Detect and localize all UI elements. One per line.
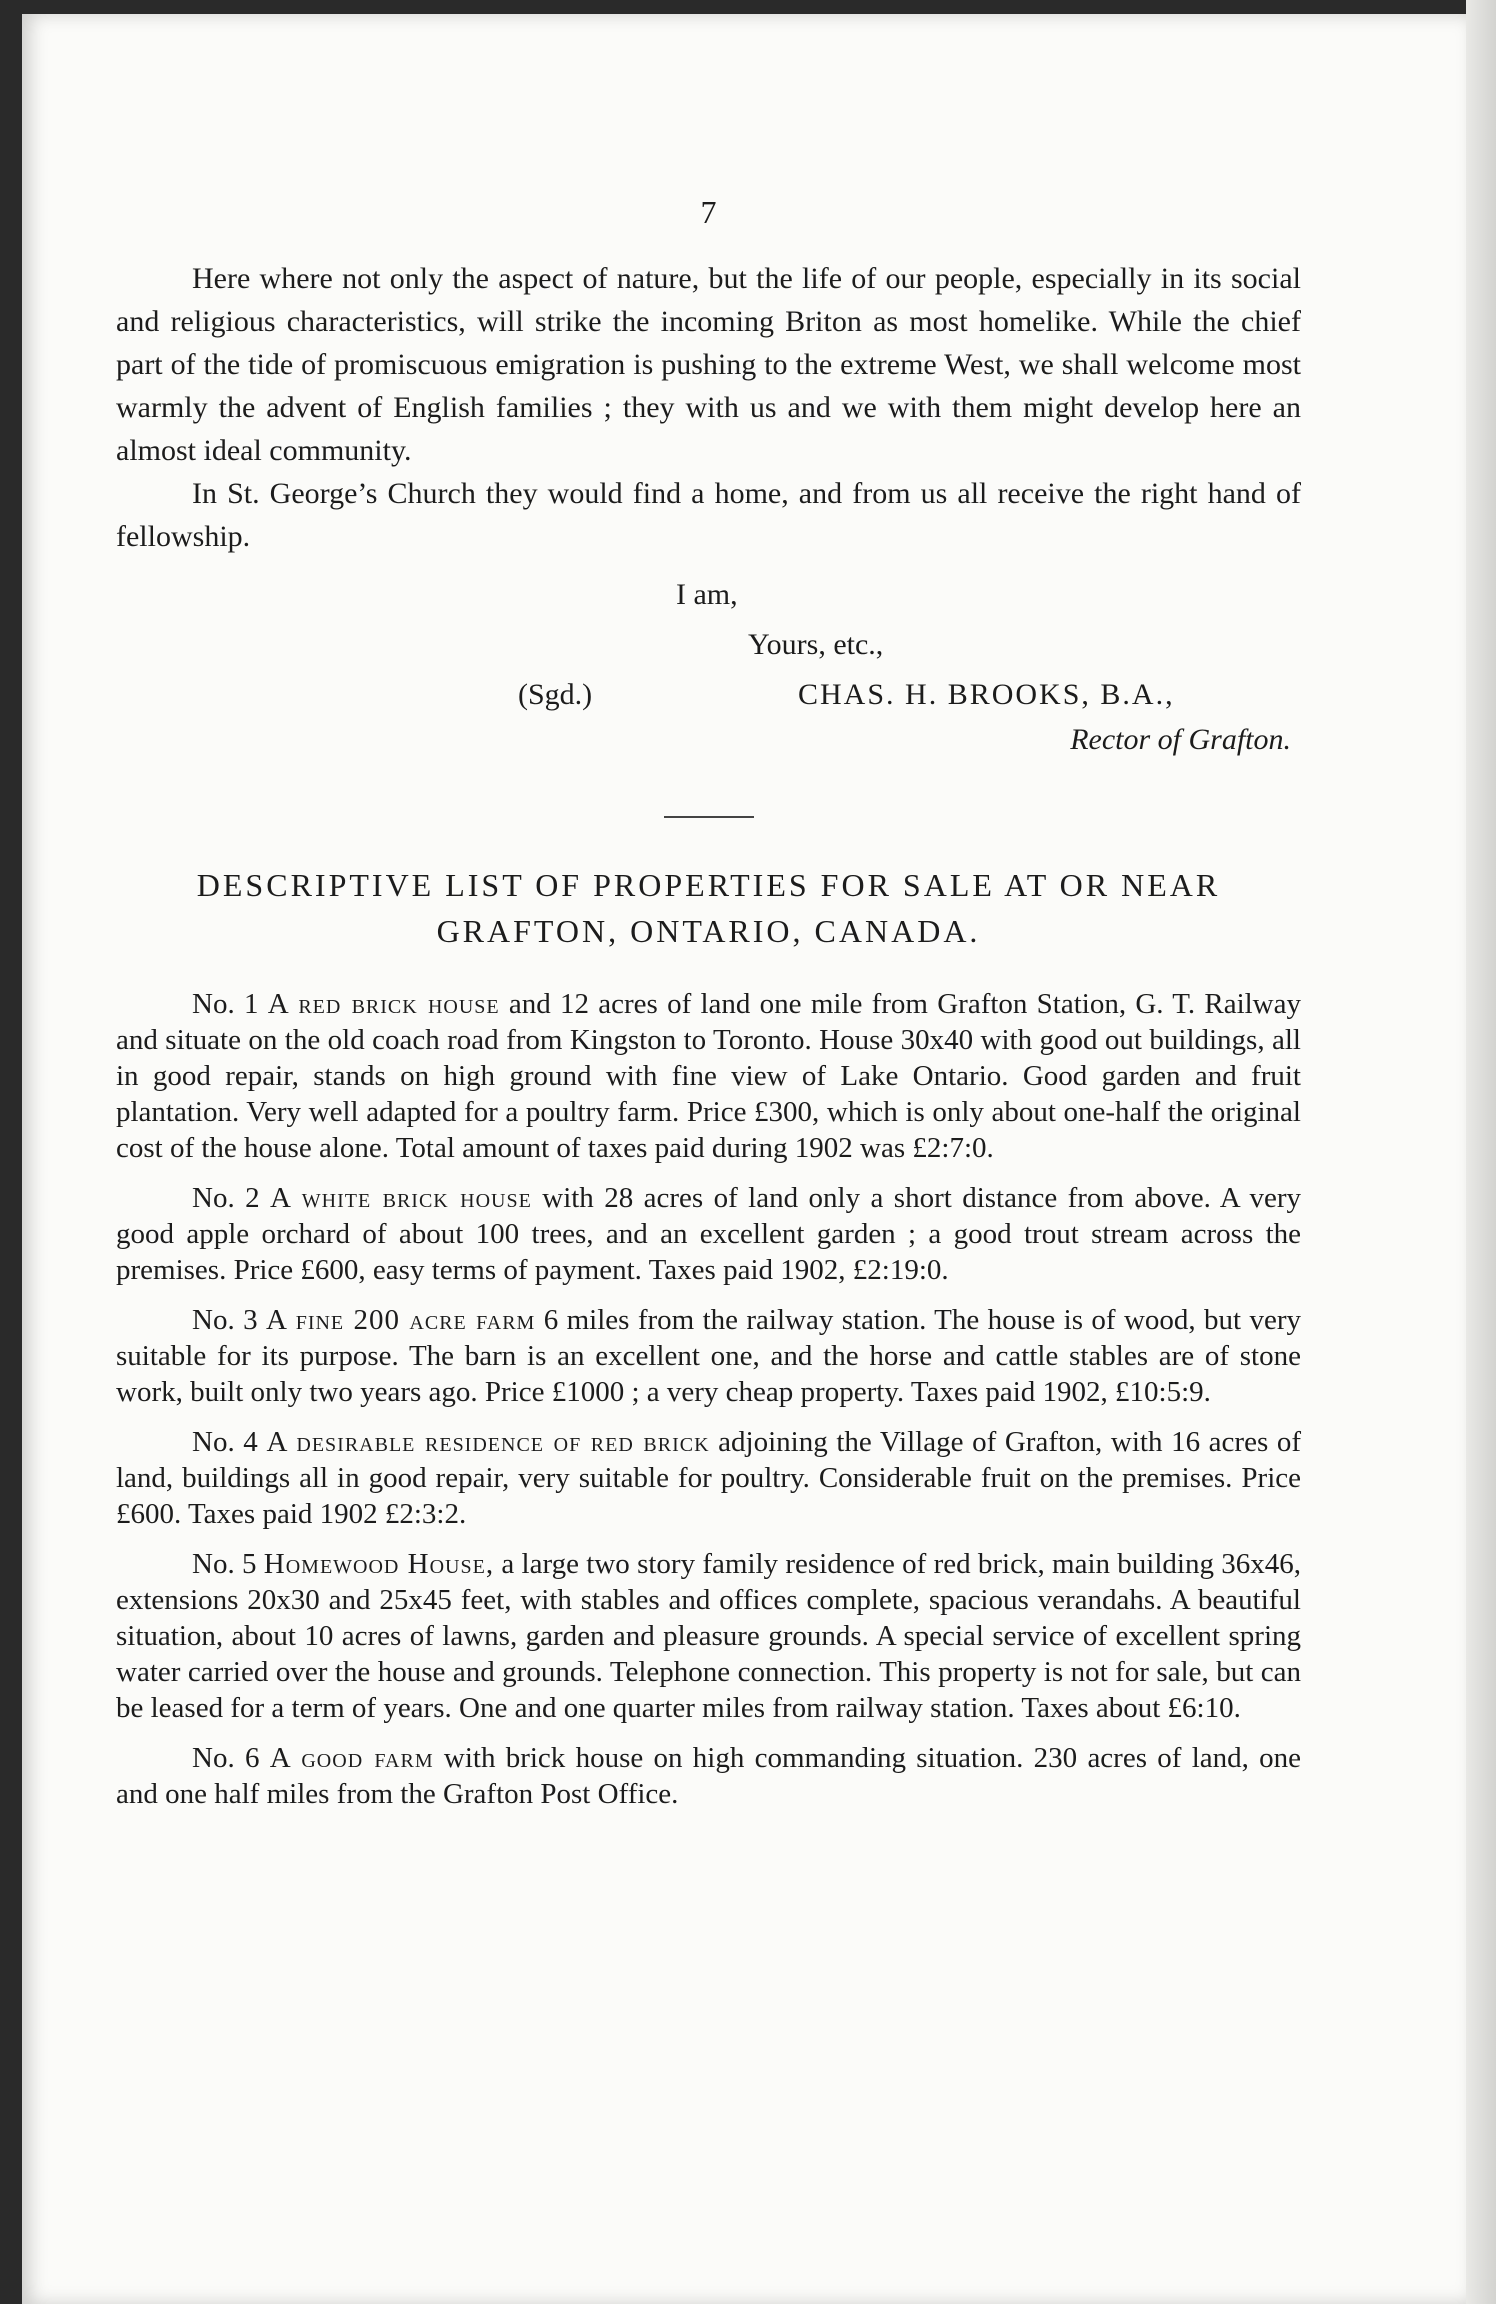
listing-text: and 12 acres of land one mile from Grafton Station, G. T. Railway and situate on the old coach road from Kingston to Toronto. House 30x40 with good out buildings, all in good repair, stands on high ground with fine view of Lake Ontario. Good garden and fruit plantation. Very well adapted for a poultry farm. Price £300, which is only about one-half the original cost of the house alone. Total amount of taxes paid during 1902 was £2:7:0.: [116, 988, 1301, 1164]
listing-lead: A red brick house: [267, 988, 500, 1020]
section-divider: [664, 816, 754, 818]
property-listing: [116, 1302, 1301, 1410]
property-listing: [116, 1180, 1301, 1288]
listing-text: 6 miles from the railway station. The house is of wood, but very suitable for its purpose. The barn is an excellent one, and the horse and cattle stables are of stone work, built only two years ago. Price £1000 ; a very cheap property. Taxes paid 1902, £10:5:9.: [116, 1304, 1301, 1408]
document-page: [22, 14, 1466, 2304]
salutation: I am,: [676, 578, 738, 611]
listing-number: No. 3: [192, 1304, 258, 1336]
signer-title: Rector of Grafton.: [1070, 723, 1291, 756]
listing-number: No. 5: [192, 1548, 257, 1580]
listing-text: a large two story family residence of red brick, main building 36x46, extensions 20x30 and 25x45 feet, with stables and offices complete, spacious verandahs. A beautiful situation, about 10 acres of lawns, garden and pleasure grounds. A special service of excellent spring water carried over the house and grounds. Telephone connection. This property is not for sale, but can be leased for a term of years. One and one quarter miles from railway station. Taxes about £6:10.: [116, 1548, 1302, 1724]
signature-line: [116, 670, 1301, 720]
property-listing: [116, 1546, 1301, 1726]
listing-lead: Homewood House,: [263, 1548, 495, 1580]
listing-lead: A white brick house: [270, 1182, 532, 1214]
signer-name: CHAS. H. BROOKS, B.A.,: [798, 678, 1175, 711]
listing-number: No. 6: [192, 1742, 260, 1774]
listing-text: with 28 acres of land only a short distance from above. A very good apple orchard of about 100 trees, and an excellent garden ; a good trout stream across the premises. Price £600, easy terms of payment. Taxes paid 1902, £2:19:0.: [116, 1182, 1301, 1286]
listing-number: No. 2: [192, 1182, 260, 1214]
property-listing: [116, 986, 1301, 1166]
page-edge: [1466, 0, 1496, 2304]
letter-paragraph: In St. George’s Church they would find a home, and from us all receive the right hand of fellowship.: [116, 477, 1301, 553]
section-heading: [116, 862, 1301, 954]
listing-number: No. 4: [192, 1426, 258, 1458]
listing-text: adjoining the Village of Grafton, with 16 acres of land, buildings all in good repair, very suitable for poultry. Considerable fruit on the premises. Price £600. Taxes paid 1902 £2:3:2.: [116, 1426, 1302, 1530]
text-column: [116, 194, 1301, 1826]
listing-lead: A desirable residence of red brick: [266, 1426, 710, 1458]
valediction: Yours, etc.,: [748, 628, 884, 661]
letter-paragraph: Here where not only the aspect of nature, but the life of our people, especially in its social and religious characteristics, will strike the incoming Briton as most homelike. While the chief part of the tide of promiscuous emigration is pushing to the extreme West, we shall welcome most warmly the advent of English families ; they with us and we with them might develop here an almost ideal community.: [116, 262, 1301, 467]
listing-lead: A good farm: [269, 1742, 434, 1774]
listing-text: with brick house on high commanding situation. 230 acres of land, one and one half miles from the Grafton Post Office.: [116, 1742, 1302, 1810]
property-listings: [116, 986, 1301, 1812]
heading-line: DESCRIPTIVE LIST OF PROPERTIES FOR SALE AT OR NEAR: [196, 867, 1221, 903]
listing-lead: A fine 200 acre farm: [265, 1304, 536, 1336]
page-number: 7: [700, 194, 717, 230]
listing-number: No. 1: [192, 988, 259, 1020]
property-listing: [116, 1740, 1301, 1812]
letter-body: [116, 257, 1301, 558]
signed-mark: (Sgd.): [518, 678, 593, 711]
heading-line: GRAFTON, ONTARIO, CANADA.: [436, 913, 981, 949]
letter-closing: [116, 570, 1301, 760]
property-listing: [116, 1424, 1301, 1532]
